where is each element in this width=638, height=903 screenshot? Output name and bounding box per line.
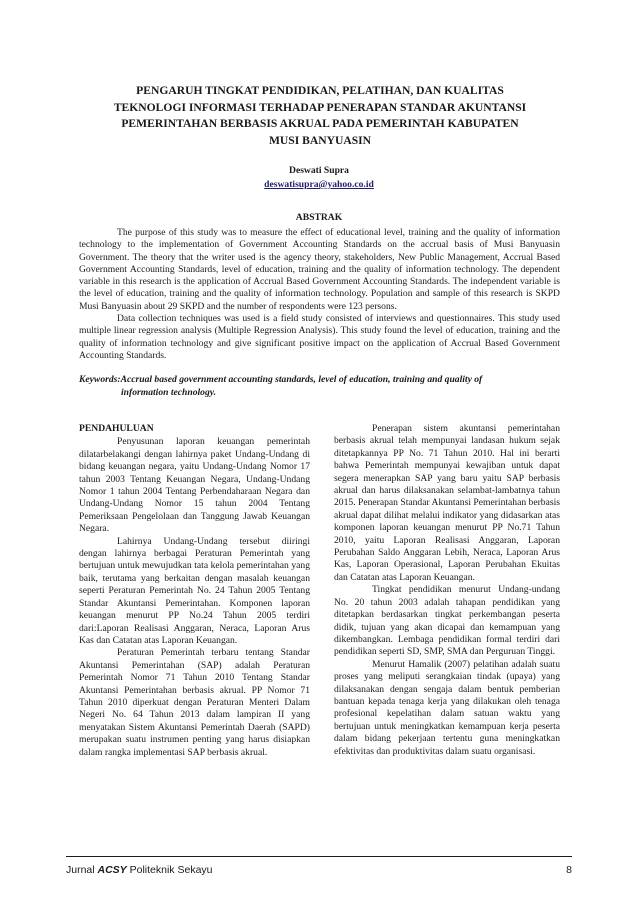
keywords bbox=[79, 374, 560, 399]
keywords-text: Accrual based government accounting standards, level of education, training and quality of bbox=[120, 374, 483, 385]
footer-journal bbox=[66, 864, 213, 876]
title-line: MUSI BANYUASIN bbox=[268, 133, 372, 147]
abstract-paragraph: Data collection techniques was used is a field study consisted of interviews and questionnaires. This study used multiple linear regression analysis (Multiple Regression Analysis). This study found the level of education, training and the quality of information technology and give significant positive impact on the application of Accrual Based Government Accounting Standards. bbox=[79, 313, 560, 361]
body-paragraph: Penyusunan laporan keuangan pemerintah dilatarbelakangi dengan lahirnya paket Undang-Undang di bidang keuangan negara, yaitu Undang-Undang Nomor 17 tahun 2003 Tentang Keuangan Negara, Undang-Undang Nomor 1 tahun 2004 Tentang Perbendaharaan Negara dan Undang-Undang Nomor 15 tahun 2004 Tentang Pemeriksaan Pengelolaan dan Tanggung Jawab Keuangan Negara. bbox=[79, 436, 310, 535]
body-paragraph: Tingkat pendidikan menurut Undang-undang No. 20 tahun 2003 adalah tahapan pendidikan yang ditetapkan berdasarkan tingkat perkembangan peserta didik, tujuan yang akan dicapai dan kemampuan yang dikembangkan. Lembaga pendidikan formal terdiri dari pendidikan seperti SD, SMP, SMA dan Perguruan Tinggi. bbox=[334, 584, 560, 658]
title-line: PEMERINTAHAN BERBASIS AKRUAL PADA PEMERINTAH KABUPATEN bbox=[121, 117, 519, 130]
abstract-paragraph: The purpose of this study was to measure the effect of educational level, training and the quality of information technology to the implementation of Government Accounting Standards on the accrual basis of Musi Banyuasin Government. The theory that the writer used is the agency theory, stakeholders, New Public Management, Accrual Based Government Accounting Standards, level of education, training and the quality of information technology. The dependent variable in this research is the application of Accrual Based Government Accounting Standards. The independent variable is the level of education, training and the quality of information technology. Population and sample of this research is SKPD Musi Banyuasin about 29 SKPD and the number of respondents were 123 persons. bbox=[79, 227, 560, 312]
keywords-continuation: information technology. bbox=[121, 386, 217, 398]
journal-prefix: Jurnal bbox=[66, 864, 98, 876]
body-paragraph: Penerapan sistem akuntansi pemerintahan berbasis akrual telah mempunyai landasan hukum sejak ditetapkannya PP No. 71 Tahun 2010. Hal ini berarti bahwa Pemerintah mempunyai kewajiban untuk dapat segera menerapkan SAP yang baru yaitu SAP berbasis akrual dan harus dilaksanakan selambat-lambatnya tahun 2015. Penerapan Standar Akuntansi Pemerintahan berbasis akrual dapat dilihat melalui indikator yang didasarkan atas komponen laporan keuangan menurut PP No.71 Tahun 2010, yaitu Laporan Realisasi Anggaran, Laporan Perubahan Saldo Anggaran Lebih, Neraca, Laporan Arus Kas, Laporan Operasional, Laporan Perubahan Ekuitas dan Catatan atas Laporan Keuangan. bbox=[334, 423, 560, 583]
body-paragraph: Peraturan Pemerintah terbaru tentang Standar Akuntansi Pemerintahan (SAP) adalah Peraturan Pemerintah Nomor 71 Tahun 2010 Tentang Standar Akuntansi Pemerintahan berbasis akrual. PP Nomor 71 Tahun 2010 diperkuat dengan Peraturan Menteri Dalam Negeri No. 64 Tahun 2013 dalam lampiran II yang menyatakan Sistem Akuntansi Pemerintah Daerah (SAPD) merupakan suatu instrumen penting yang harus disiapkan dalam rangka implementasi SAP berbasis akrual. bbox=[79, 647, 310, 758]
right-column bbox=[334, 423, 560, 758]
title-line: TEKNOLOGI INFORMASI TERHADAP PENERAPAN STANDAR AKUNTANSI bbox=[113, 100, 527, 114]
page-number: 8 bbox=[566, 864, 572, 876]
author-email bbox=[0, 179, 638, 190]
author-name: Deswati Supra bbox=[289, 165, 349, 176]
footer-rule bbox=[66, 856, 572, 857]
left-column bbox=[79, 423, 310, 759]
journal-name: ACSY bbox=[97, 864, 127, 876]
paper-title bbox=[70, 83, 570, 149]
journal-suffix: Politeknik Sekayu bbox=[126, 864, 213, 876]
email-link[interactable]: deswatisupra@yahoo.co.id bbox=[264, 179, 374, 190]
section-heading-pendahuluan: PENDAHULUAN bbox=[79, 423, 154, 434]
body-paragraph: Lahirnya Undang-Undang tersebut diiringi dengan lahirnya berbagai Peraturan Pemerintah yang bertujuan untuk mewujudkan tata kelola pemerintahan yang baik, terutama yang berkaitan dengan masalah keuangan seperti Peraturan Pemerintah No. 24 Tahun 2005 Tentang Standar Akuntansi Pemerintahan. Komponen laporan keuangan menurut PP No.24 Tahun 2005 terdiri dari:Laporan Realisasi Anggaran, Neraca, Laporan Arus Kas dan Catatan atas Laporan Keuangan. bbox=[79, 535, 310, 646]
body-paragraph: Menurut Hamalik (2007) pelatihan adalah suatu proses yang meliputi serangkaian tindak (upaya) yang dilaksanakan dengan sengaja dalam bentuk pemberian bantuan kepada tenaga kerja yang dilakukan oleh tenaga profesional kepelatihan dalam satuan waktu yang bertujuan untuk meningkatkan kemampuan kerja peserta dalam bidang pekerjaan tertentu guna meningkatkan efektivitas dan produktivitas dalam suatu organisasi. bbox=[334, 658, 560, 757]
keywords-first-line bbox=[79, 374, 560, 387]
abstract-body bbox=[79, 227, 560, 362]
keywords-label: Keywords: bbox=[79, 374, 121, 385]
title-line: PENGARUH TINGKAT PENDIDIKAN, PELATIHAN, DAN KUALITAS bbox=[136, 84, 504, 97]
abstract-heading: ABSTRAK bbox=[295, 212, 343, 223]
